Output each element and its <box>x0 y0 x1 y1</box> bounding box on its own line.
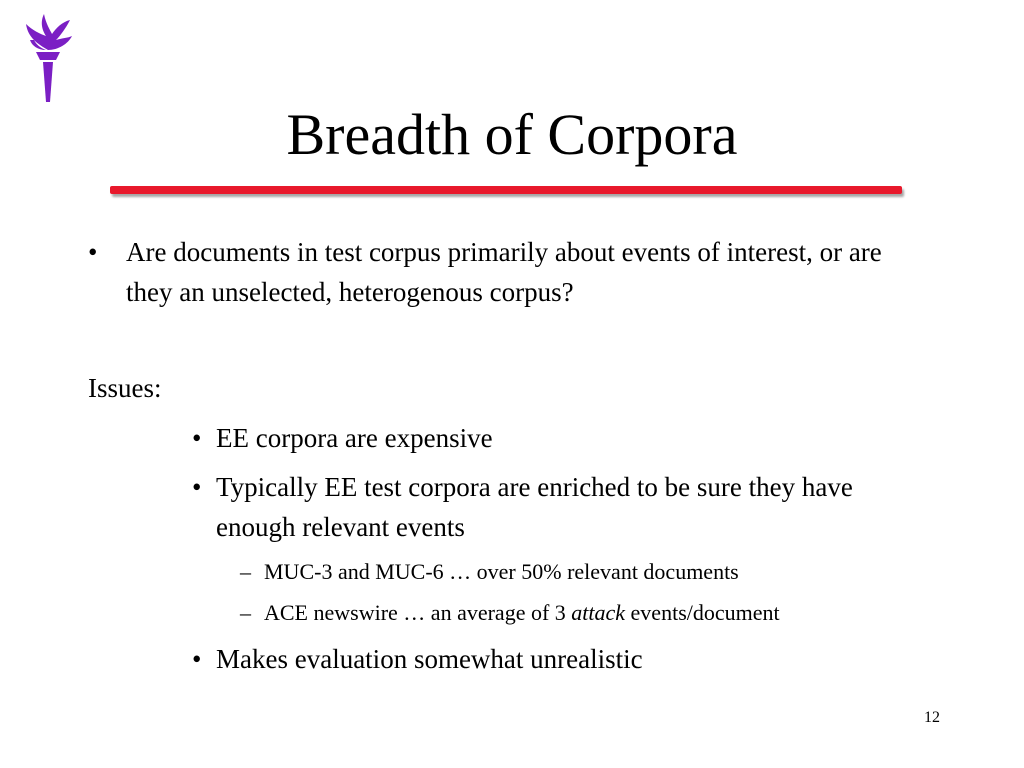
sub-item-text-before: ACE newswire … an average of 3 <box>264 600 572 625</box>
title-underline-rule <box>110 186 902 194</box>
sub-item-text-after: events/document <box>625 600 780 625</box>
issue-item-text: EE corpora are expensive <box>216 423 493 453</box>
torch-logo-icon <box>22 14 74 102</box>
main-bullet-text: Are documents in test corpus primarily about events of interest, or are they an unselected, heterogenous corpus? <box>126 237 882 307</box>
sub-item-ace <box>240 597 940 629</box>
bullet-glyph: • <box>192 644 202 674</box>
bullet-glyph: • <box>192 423 202 453</box>
sub-item-text-italic: attack <box>571 600 626 625</box>
issue-item-text: Typically EE test corpora are enriched to be sure they have enough relevant events <box>216 472 853 542</box>
issue-item-unrealistic <box>192 639 912 679</box>
bullet-glyph: • <box>192 472 202 502</box>
sub-item-muc <box>240 556 940 588</box>
issues-label: Issues: <box>88 373 162 403</box>
sub-item-text <box>264 597 940 629</box>
slide-title: Breadth of Corpora <box>286 102 738 167</box>
sub-item-text: MUC-3 and MUC-6 … over 50% relevant documents <box>264 559 739 584</box>
bullet-glyph: • <box>88 237 98 267</box>
page-number: 12 <box>924 709 940 726</box>
main-bullet-item <box>88 232 908 312</box>
dash-glyph: – <box>240 559 251 584</box>
issue-item-enriched <box>192 467 912 547</box>
dash-glyph: – <box>240 600 251 625</box>
issue-item-expensive <box>192 418 912 458</box>
issue-item-text: Makes evaluation somewhat unrealistic <box>216 644 643 674</box>
